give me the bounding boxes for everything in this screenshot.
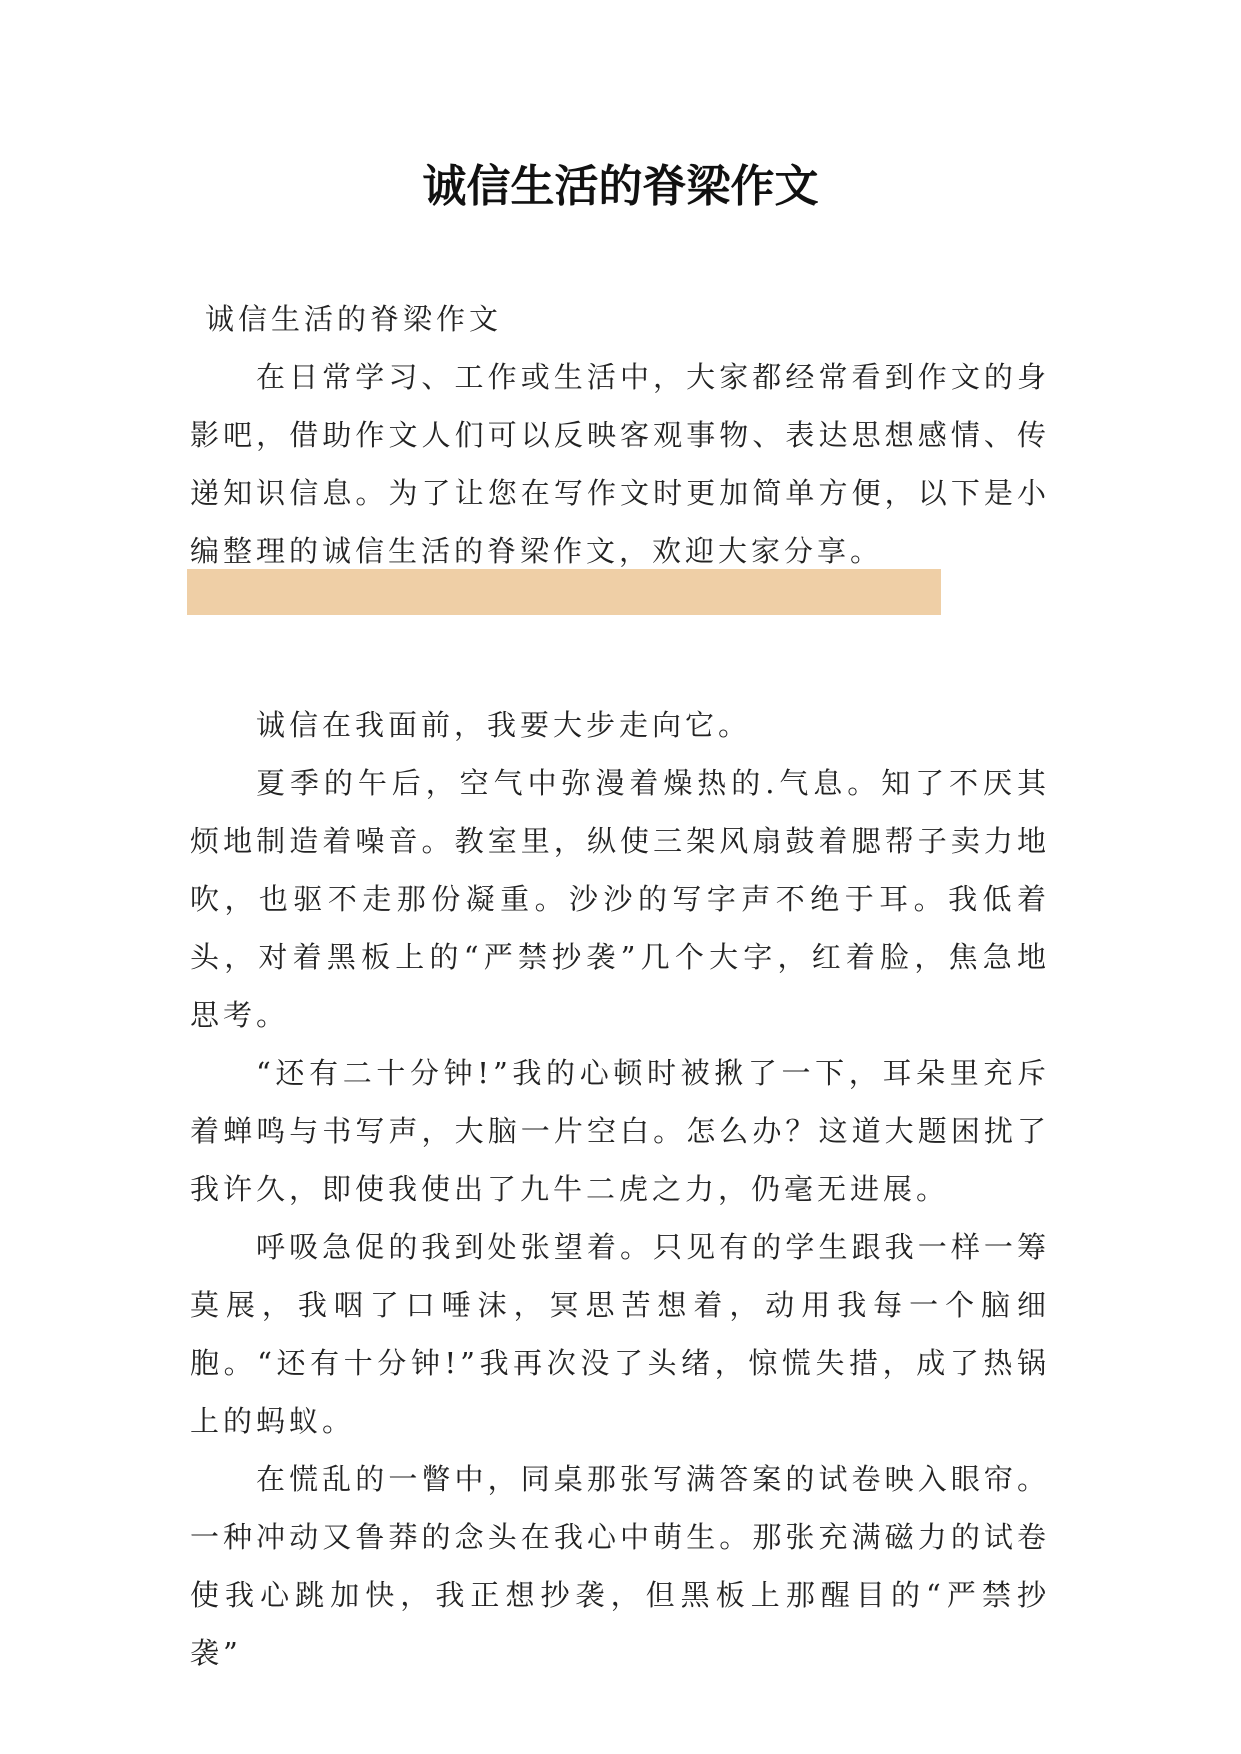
article-paragraph: 夏季的午后，空气中弥漫着燥热的.气息。知了不厌其烦地制造着噪音。教室里，纵使三架风扇鼓着腮帮子卖力地吹，也驱不走那份凝重。沙沙的写字声不绝于耳。我低着头，对着黑板上的“严禁抄袭”几个大字，红着脸，焦急地思考。 — [190, 766, 1050, 1032]
highlight-banner — [187, 569, 941, 615]
article-paragraph: 呼吸急促的我到处张望着。只见有的学生跟我一样一筹莫展，我咽了口唾沫，冥思苦想着，动用我每一个脑细胞。“还有十分钟!”我再次没了头绪，惊慌失措，成了热锅上的蚂蚁。 — [190, 1230, 1050, 1438]
article-paragraph: 在慌乱的一瞥中，同桌那张写满答案的试卷映入眼帘。一种冲动又鲁莽的念头在我心中萌生。那张充满磁力的试卷使我心跳加快，我正想抄袭，但黑板上那醒目的“严禁抄袭” — [190, 1462, 1050, 1670]
article-paragraph: 诚信在我面前，我要大步走向它。 — [256, 708, 752, 742]
document-subtitle: 诚信生活的脊梁作文 — [205, 302, 503, 336]
document-title: 诚信生活的脊梁作文 — [422, 161, 819, 212]
intro-block — [190, 348, 1050, 580]
intro-paragraph: 在日常学习、工作或生活中，大家都经常看到作文的身影吧，借助作文人们可以反映客观事物、表达思想感情、传递知识信息。为了让您在写作文时更加简单方便，以下是小编整理的诚信生活的脊梁作文，欢迎大家分享。 — [190, 360, 1050, 568]
article-body — [190, 696, 1050, 1682]
article-paragraph: “还有二十分钟!”我的心顿时被揪了一下，耳朵里充斥着蝉鸣与书写声，大脑一片空白。怎么办？这道大题困扰了我许久，即使我使出了九牛二虎之力，仍毫无进展。 — [190, 1056, 1050, 1206]
